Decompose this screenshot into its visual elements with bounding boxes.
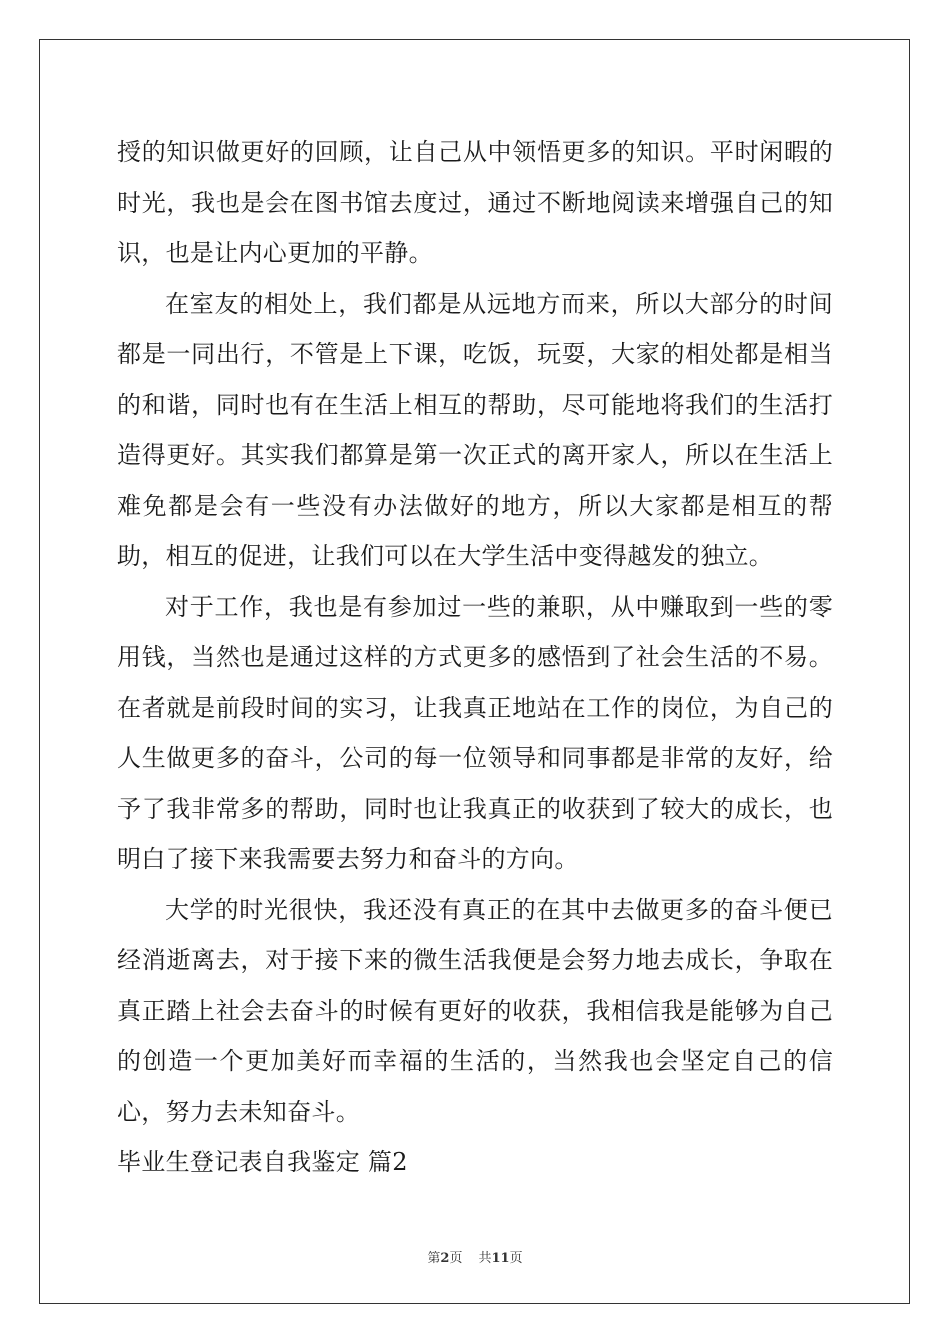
paragraph-continuation: 授的知识做更好的回顾，让自己从中领悟更多的知识。平时闲暇的时光，我也是会在图书馆去度过，通过不断地阅读来增强自己的知识，也是让内心更加的平静。 <box>117 138 833 267</box>
paragraph-roommates: 在室友的相处上，我们都是从远地方而来，所以大部分的时间都是一同出行，不管是上下课，吃饭，玩耍，大家的相处都是相当的和谐，同时也有在生活上相互的帮助，尽可能地将我们的生活打造得更好。其实我们都算是第一次正式的离开家人，所以在生活上难免都是会有一些没有办法做好的地方，所以大家都是相互的帮助，相互的促进，让我们可以在大学生活中变得越发的独立。 <box>117 289 833 570</box>
page-suffix: 页 <box>449 1251 463 1266</box>
current-page-number: 2 <box>440 1251 450 1266</box>
total-suffix: 页 <box>509 1251 523 1266</box>
section-heading: 毕业生登记表自我鉴定 篇2 <box>117 1148 408 1176</box>
total-page-count: 11 <box>491 1251 510 1266</box>
paragraph-conclusion: 大学的时光很快，我还没有真正的在其中去做更多的奋斗便已经消逝离去，对于接下来的微生活我便是会努力地去成长，争取在真正踏上社会去奋斗的时候有更好的收获，我相信我是能够为自己的创造一个更加美好而幸福的生活的，当然我也会坚定自己的信心，努力去未知奋斗。 <box>117 895 833 1126</box>
document-body <box>117 127 833 1188</box>
page-footer <box>0 1247 950 1266</box>
page-prefix: 第 <box>427 1251 441 1266</box>
total-prefix: 共 <box>478 1251 492 1266</box>
paragraph-work: 对于工作，我也是有参加过一些的兼职，从中赚取到一些的零用钱，当然也是通过这样的方式更多的感悟到了社会生活的不易。在者就是前段时间的实习，让我真正地站在工作的岗位，为自己的人生做更多的奋斗，公司的每一位领导和同事都是非常的友好，给予了我非常多的帮助，同时也让我真正的收获到了较大的成长，也明白了接下来我需要去努力和奋斗的方向。 <box>117 592 833 873</box>
